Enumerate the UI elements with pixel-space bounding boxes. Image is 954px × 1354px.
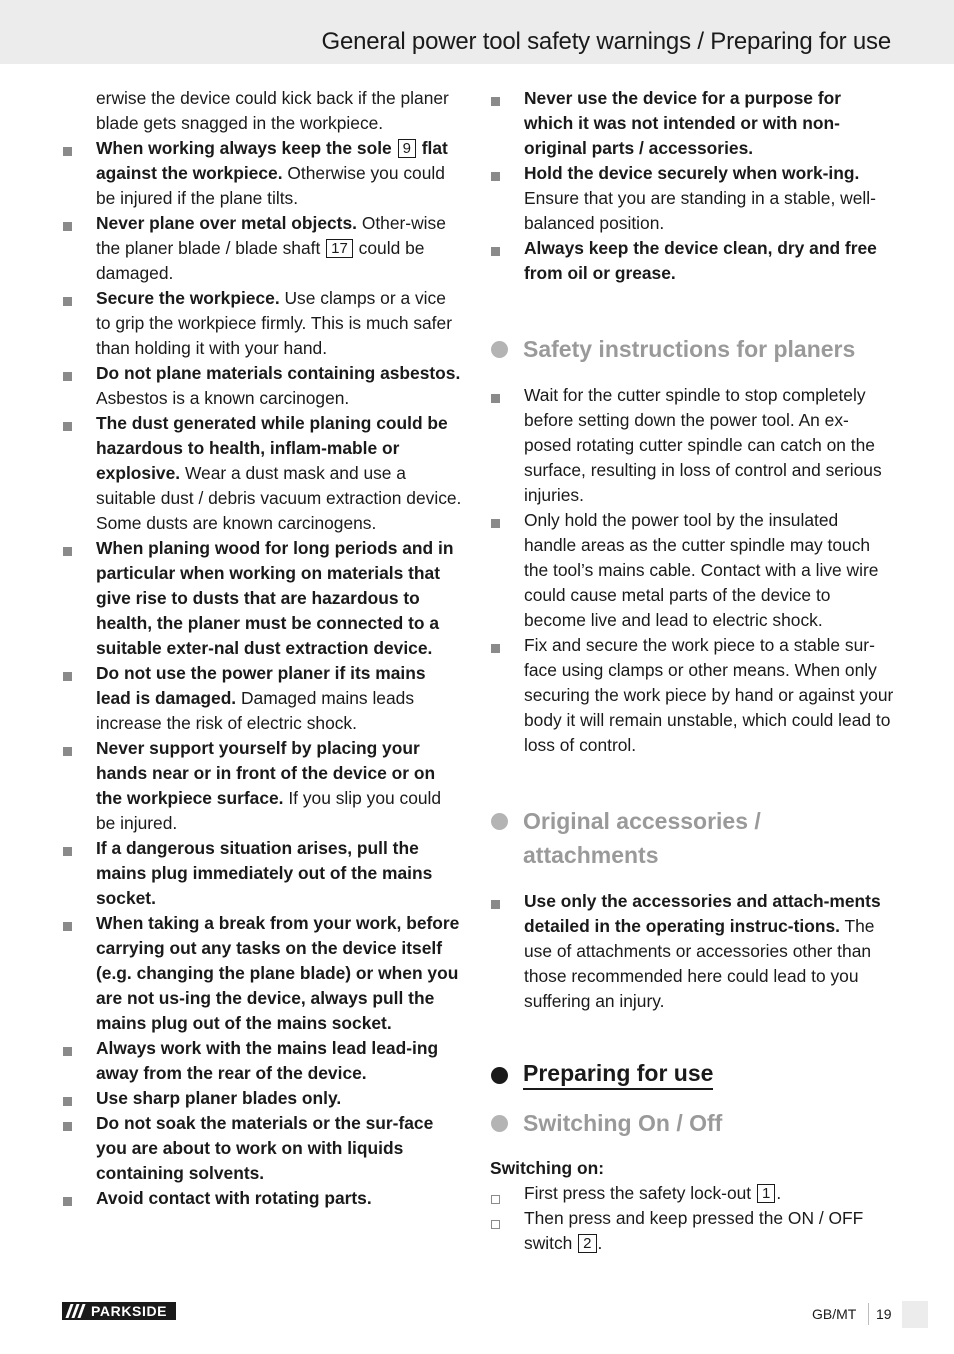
bullet-icon	[491, 172, 500, 181]
item-bold: Use sharp planer blades only.	[96, 1088, 342, 1108]
brand-logo	[62, 1302, 176, 1320]
item-text: Other-wise the planer blade / blade shaft	[96, 213, 446, 258]
item-bold: Do not use the power planer if its mains lead is damaged.	[96, 663, 426, 708]
list-item	[62, 836, 464, 911]
step-item	[490, 1181, 894, 1206]
list-item	[62, 1186, 464, 1211]
section-title: Original accessories / attachments	[523, 808, 761, 868]
bullet-icon	[491, 519, 500, 528]
list-item	[62, 536, 464, 661]
item-bold: The dust generated while planing could be hazardous to health, inflam-mable or explosive.	[96, 413, 448, 483]
item-bold: When working always keep the sole	[96, 138, 392, 158]
list-item	[62, 136, 464, 211]
list-item	[490, 236, 894, 286]
item-text: Only hold the power tool by the insulated handle areas as the cutter spindle may touch the tool’s mains cable. Contact with a live wire could cause metal parts of the device to become live and lead to electric shock.	[524, 510, 879, 630]
list-item	[62, 1036, 464, 1086]
item-bold: Never use the device for a purpose for which it was not intended or with non-original parts / accessories.	[524, 88, 841, 158]
item-bold: flat against the workpiece.	[96, 138, 448, 183]
section-title: Switching On / Off	[523, 1110, 723, 1136]
item-text: Otherwise you could be injured if the plane tilts.	[96, 163, 445, 208]
item-bold: If a dangerous situation arises, pull the mains plug immediately out of the mains socket.	[96, 838, 433, 908]
list-item	[490, 86, 894, 161]
header-band	[0, 0, 954, 64]
right-column	[490, 86, 894, 1256]
accessories-list	[490, 889, 894, 1014]
item-bold: Never support yourself by placing your hands near or in front of the device or on the workpiece surface.	[96, 738, 436, 808]
item-text: If you slip you could be injured.	[96, 788, 442, 833]
item-text: The use of attachments or accessories other than those recommended here could lead to you suffering an injury.	[524, 916, 875, 1011]
section-heading-accessories	[490, 804, 894, 872]
item-text: Damaged mains leads increase the risk of electric shock.	[96, 688, 415, 733]
page-title: General power tool safety warnings / Preparing for use	[321, 28, 891, 55]
step-text: Then press and keep pressed the ON / OFF switch	[524, 1208, 864, 1253]
part-ref: 9	[398, 139, 416, 158]
planers-list	[490, 383, 894, 758]
footer-tab	[902, 1301, 928, 1328]
item-bold: When taking a break from your work, before carrying out any tasks on the device itself (e.g. changing the plane blade) or when you are not us-ing the device, always pull the mains plug out of the mains socket.	[96, 913, 460, 1033]
logo-stripes-icon	[62, 1302, 88, 1320]
bullet-icon	[491, 394, 500, 403]
language-code: GB/MT	[812, 1306, 857, 1322]
step-text: First press the safety lock-out	[524, 1183, 756, 1203]
list-item	[62, 1086, 464, 1111]
item-bold: When planing wood for long periods and in particular when working on materials that give rise to dusts that are hazardous to health, the planer must be connected to a suitable exter-nal dust extraction device.	[96, 538, 454, 658]
list-item	[62, 736, 464, 836]
section-heading-switching	[490, 1106, 894, 1140]
item-text: Wear a dust mask and use a suitable dust / debris vacuum extraction device. Some dusts are known carcinogens.	[96, 463, 462, 533]
bullet-icon	[63, 372, 72, 381]
bullet-icon	[63, 222, 72, 231]
bullet-icon	[491, 97, 500, 106]
item-text: Use clamps or a vice to grip the workpiece firmly. This is much safer than holding it with your hand.	[96, 288, 452, 358]
bullet-icon	[491, 644, 500, 653]
list-item-continuation	[62, 86, 464, 136]
bullet-icon	[63, 147, 72, 156]
item-bold: Secure the workpiece.	[96, 288, 280, 308]
section-dot-icon	[491, 1067, 508, 1084]
item-bold: Use only the accessories and attach-ments detailed in the operating instruc-tions.	[524, 891, 881, 936]
item-bold: Always keep the device clean, dry and free from oil or grease.	[524, 238, 877, 283]
list-item	[490, 161, 894, 236]
part-ref: 17	[326, 239, 353, 258]
item-bold: Always work with the mains lead lead-ing away from the rear of the device.	[96, 1038, 439, 1083]
list-item	[62, 911, 464, 1036]
section-title: Safety instructions for planers	[523, 336, 856, 362]
bullet-icon	[63, 747, 72, 756]
list-item	[62, 361, 464, 411]
list-item	[62, 211, 464, 286]
item-bold: Hold the device securely when work-ing.	[524, 163, 860, 183]
footer-divider	[868, 1303, 869, 1325]
list-item	[62, 286, 464, 361]
part-ref: 2	[578, 1234, 596, 1253]
list-item	[490, 508, 894, 633]
item-bold: Never plane over metal objects.	[96, 213, 357, 233]
section-heading-preparing	[490, 1058, 894, 1090]
step-item	[490, 1206, 894, 1256]
section-dot-icon	[491, 341, 508, 358]
bullet-icon	[63, 922, 72, 931]
bullet-icon	[63, 672, 72, 681]
bullet-icon	[63, 297, 72, 306]
item-text: Fix and secure the work piece to a stable sur-face using clamps or other means. When only securing the work piece by hand or against your body it will remain unstable, which could lead to loss of control.	[524, 635, 894, 755]
item-text: erwise the device could kick back if the planer blade gets snagged in the workpiece.	[96, 88, 449, 133]
item-text: Asbestos is a known carcinogen.	[96, 388, 350, 408]
list-item	[62, 1111, 464, 1186]
bullet-icon	[63, 1197, 72, 1206]
brand-name: PARKSIDE	[91, 1303, 168, 1319]
item-text: could be damaged.	[96, 238, 425, 283]
section-dot-icon	[491, 1115, 508, 1132]
left-column	[62, 86, 464, 1211]
list-item	[62, 661, 464, 736]
section-dot-icon	[491, 813, 508, 830]
item-bold: Do not soak the materials or the sur-face you are about to work on with liquids containing solvents.	[96, 1113, 434, 1183]
step-end: .	[776, 1183, 782, 1203]
steps-list	[490, 1181, 894, 1256]
checkbox-icon	[491, 1220, 500, 1229]
item-text: Wait for the cutter spindle to stop completely before setting down the power tool. An ex-posed rotating cutter spindle can catch on the surface, resulting in loss of control and serious injuries.	[524, 385, 882, 505]
bullet-icon	[63, 422, 72, 431]
bullet-icon	[63, 847, 72, 856]
step-end: .	[597, 1233, 603, 1253]
checkbox-icon	[491, 1195, 500, 1204]
bullet-icon	[63, 1097, 72, 1106]
list-item	[490, 633, 894, 758]
bullet-icon	[63, 1047, 72, 1056]
item-bold: Do not plane materials containing asbestos.	[96, 363, 461, 383]
list-item	[490, 889, 894, 1014]
list-item	[62, 411, 464, 536]
section-heading-planers	[490, 332, 894, 366]
bullet-icon	[63, 547, 72, 556]
part-ref: 1	[757, 1184, 775, 1203]
bullet-icon	[491, 247, 500, 256]
subheading: Switching on:	[490, 1158, 604, 1178]
bullet-icon	[63, 1122, 72, 1131]
item-bold: Avoid contact with rotating parts.	[96, 1188, 372, 1208]
bullet-icon	[491, 900, 500, 909]
page-number: 19	[876, 1306, 892, 1322]
item-text: Ensure that you are standing in a stable, well-balanced position.	[524, 188, 876, 233]
section-title: Preparing for use	[523, 1058, 713, 1090]
list-item	[490, 383, 894, 508]
